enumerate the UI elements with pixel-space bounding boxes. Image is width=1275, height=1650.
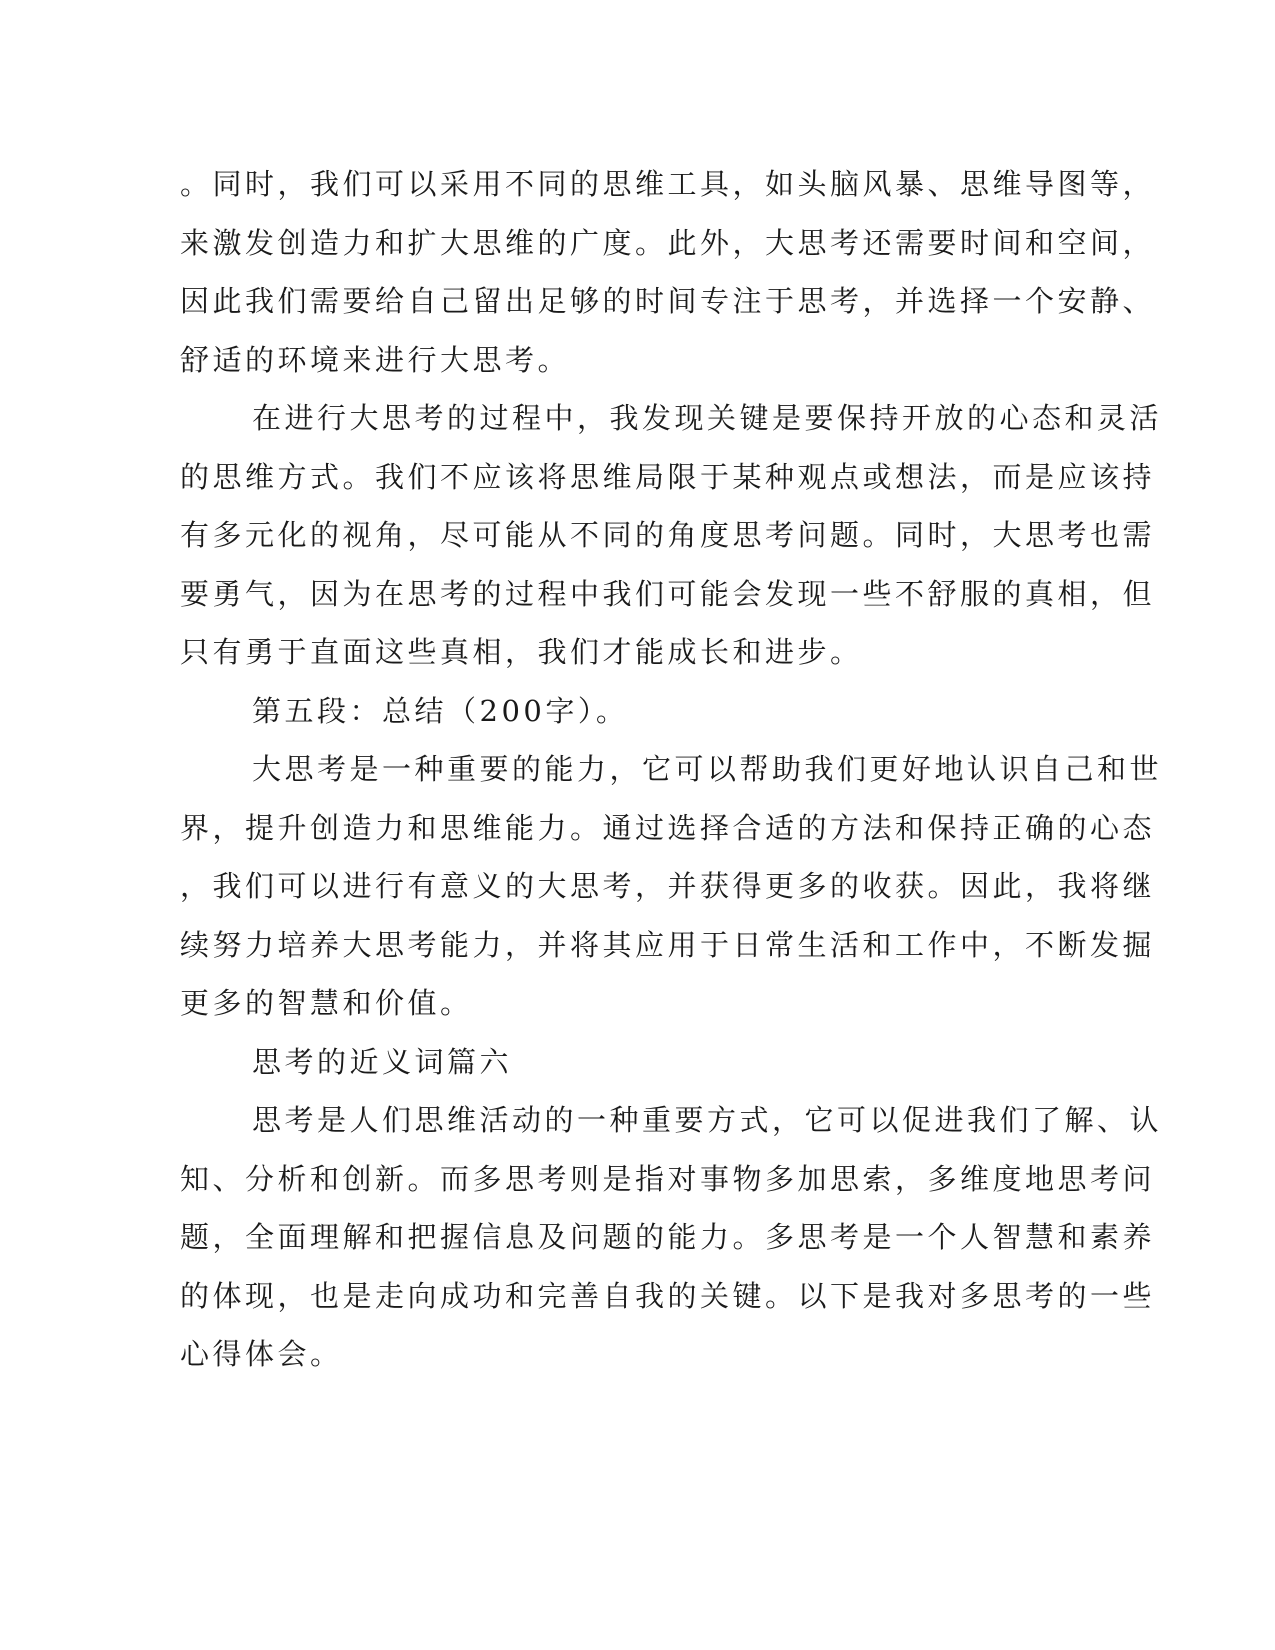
section-heading: 第五段：总结（200字）。 [252, 693, 629, 728]
text-line: 题，全面理解和把握信息及问题的能力。多思考是一个人智慧和素养 [180, 1220, 1156, 1254]
text-line: ，我们可以进行有意义的大思考，并获得更多的收获。因此，我将继 [180, 869, 1156, 903]
text-line: 只有勇于直面这些真相，我们才能成长和进步。 [180, 635, 863, 669]
text-line: 舒适的环境来进行大思考。 [180, 342, 571, 377]
text-line: 有多元化的视角，尽可能从不同的角度思考问题。同时，大思考也需 [180, 518, 1156, 552]
text-line: 因此我们需要给自己留出足够的时间专注于思考，并选择一个安静、 [180, 284, 1156, 318]
paragraph-first-line: 思考是人们思维活动的一种重要方式，它可以促进我们了解、认 [252, 1103, 1163, 1137]
text-line: 的体现，也是走向成功和完善自我的关键。以下是我对多思考的一些 [180, 1278, 1156, 1313]
text-line: 续努力培养大思考能力，并将其应用于日常生活和工作中，不断发掘 [180, 927, 1156, 962]
text-line: 心得体会。 [180, 1337, 343, 1371]
text-line: 更多的智慧和价值。 [180, 986, 473, 1020]
text-line: 要勇气，因为在思考的过程中我们可能会发现一些不舒服的真相，但 [180, 576, 1156, 611]
document-body [180, 155, 1163, 1384]
text-line: 界，提升创造力和思维能力。通过选择合适的方法和保持正确的心态 [180, 810, 1156, 845]
text-line: 知、分析和创新。而多思考则是指对事物多加思索，多维度地思考问 [180, 1161, 1156, 1196]
paragraph-first-line: 在进行大思考的过程中，我发现关键是要保持开放的心态和灵活 [252, 401, 1163, 435]
section-heading: 思考的近义词篇六 [252, 1044, 513, 1079]
paragraph-first-line: 大思考是一种重要的能力，它可以帮助我们更好地认识自己和世 [252, 752, 1163, 786]
text-line: 的思维方式。我们不应该将思维局限于某种观点或想法，而是应该持 [180, 459, 1156, 494]
text-line: 。同时，我们可以采用不同的思维工具，如头脑风暴、思维导图等， [180, 167, 1156, 201]
text-line: 来激发创造力和扩大思维的广度。此外，大思考还需要时间和空间， [180, 225, 1156, 260]
